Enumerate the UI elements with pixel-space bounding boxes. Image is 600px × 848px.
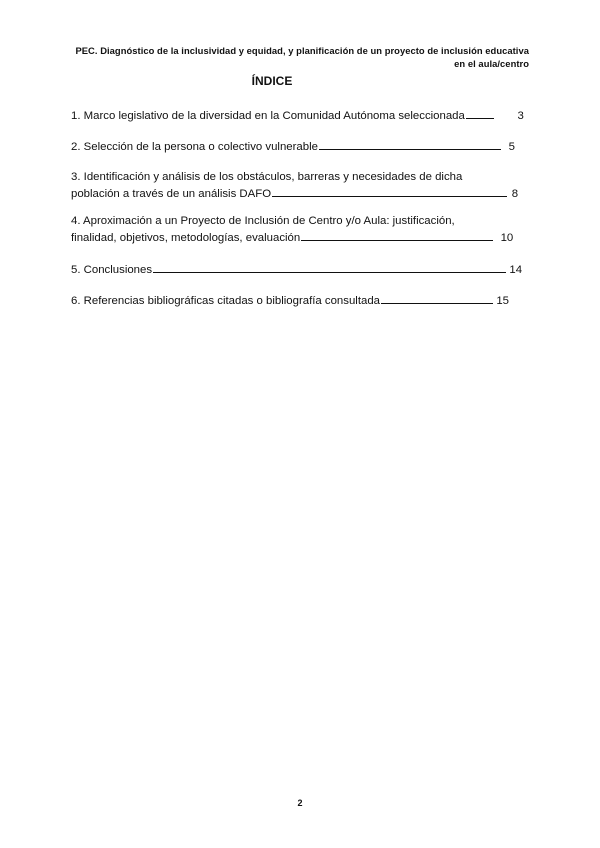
toc-title: ÍNDICE: [251, 74, 293, 88]
toc-entry-3-page: 8: [511, 187, 519, 200]
toc-entry-3-leader: [272, 186, 507, 197]
toc-entry-1-text: 1. Marco legislativo de la diversidad en la Comunidad Autónoma seleccionada: [71, 110, 465, 122]
header-line-2: en el aula/centro: [454, 58, 529, 69]
toc-entry-5-page: 14: [509, 264, 523, 276]
toc-entry-3-text-line-1: 3. Identificación y análisis de los obstáculos, barreras y necesidades de dicha: [71, 171, 463, 183]
toc-entry-6-text: 6. Referencias bibliográficas citadas o bibliografía consultada: [71, 295, 380, 307]
toc-entry-1: [71, 108, 524, 125]
toc-entry-4-text-line-2: finalidad, objetivos, metodologías, evaluación: [71, 231, 301, 244]
toc-entry-3-text-line-2: población a través de un análisis DAFO: [71, 187, 272, 200]
toc-entry-4-text-line-1: 4. Aproximación a un Proyecto de Inclusión de Centro y/o Aula: justificación,: [71, 215, 455, 227]
toc-entry-6-page: 15: [496, 295, 509, 307]
toc-entry-2-leader: [319, 139, 501, 150]
toc-entry-4-leader: [301, 230, 493, 241]
toc-entry-5: [71, 262, 522, 279]
running-header: [59, 44, 529, 70]
page-number: 2: [297, 798, 303, 808]
toc-entry-5-leader: [153, 262, 506, 273]
toc-entry-6: [71, 293, 509, 310]
toc-entry-4-page: 10: [500, 231, 514, 244]
header-line-1: PEC. Diagnóstico de la inclusividad y equidad, y planificación de un proyecto de inclusión educativa: [75, 45, 529, 56]
toc-entry-2: [71, 139, 515, 156]
toc-entry-3: [71, 170, 518, 202]
toc-entry-5-text: 5. Conclusiones: [71, 264, 153, 276]
toc-entry-6-leader: [381, 293, 493, 304]
toc-entry-4: [71, 214, 513, 246]
toc-entry-2-text: 2. Selección de la persona o colectivo vulnerable: [71, 141, 318, 153]
toc-entry-1-page: 3: [517, 110, 524, 122]
toc-entry-2-page: 5: [508, 141, 515, 153]
toc-entry-1-leader: [466, 108, 494, 119]
